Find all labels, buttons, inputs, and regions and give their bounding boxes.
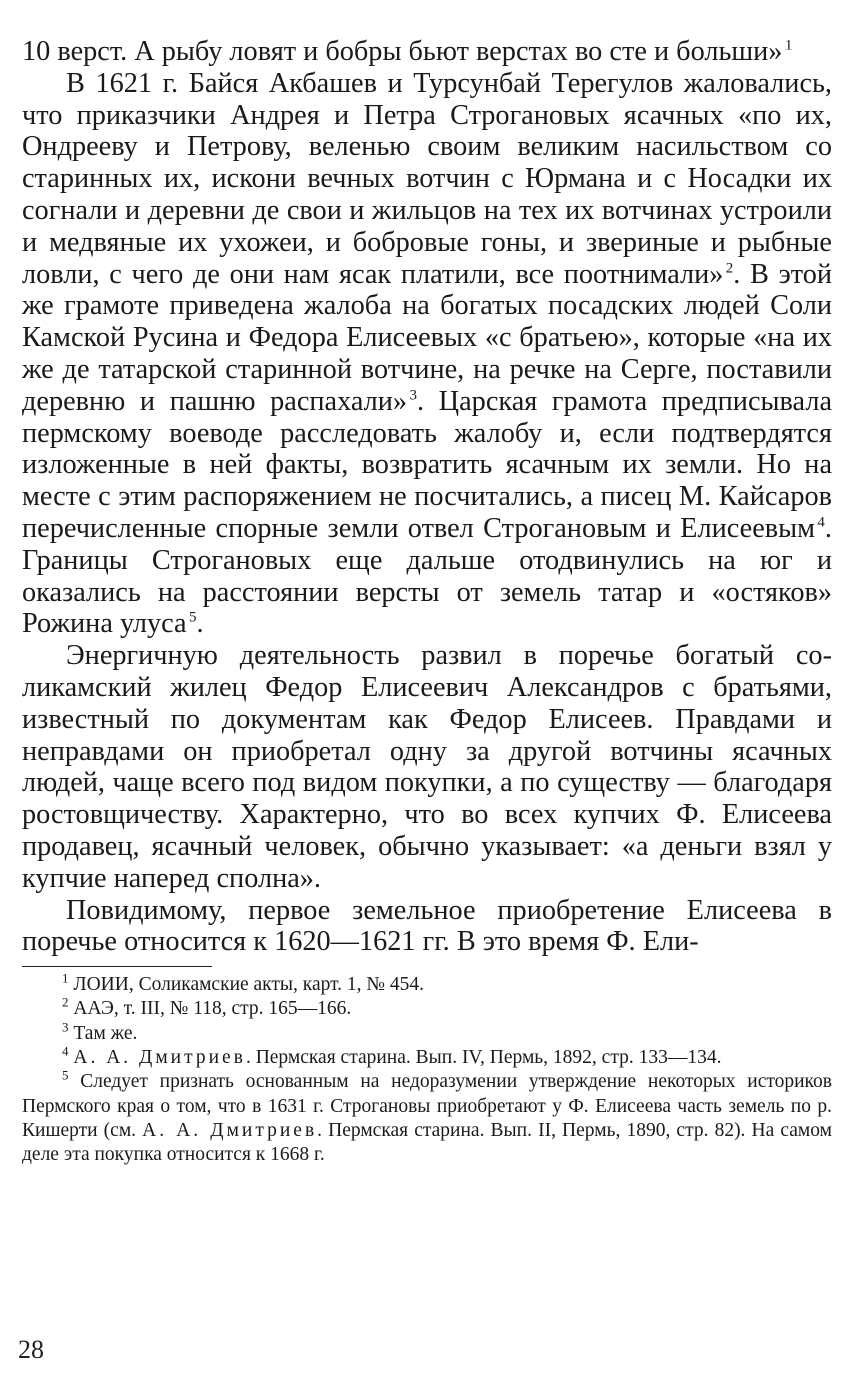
footnote-5 [22,1067,832,1167]
footnote-2-text: ААЭ, т. III, № 118, стр. 165—166. [73,998,352,1020]
footnote-3 [22,1019,832,1046]
footnote-4-number: 4 [62,1043,69,1059]
footnote-divider [22,966,212,967]
footnote-ref-3: 3 [409,387,417,404]
paragraph-2-part-4: . Границы Строгановых еще дальше отодвинулись на юг и оказались на расстоянии версты от земель татар и «остяков» Рожина улуса [22,512,832,640]
footnote-3-text: Там же. [73,1022,138,1044]
footnote-ref-2: 2 [725,260,734,277]
footnote-5-author: А. А. Дмитриев [142,1119,318,1141]
footnote-ref-5: 5 [188,609,197,626]
paragraph-3: Энергичную деятельность развил в поречье богатый соликамский жилец Федор Елисеевич Александров с братьями, известный по документам как Федор Елисеев. Правдами и неправдами он приобретал одну за другой вотчины ясачных людей, чаще всего под видом покупки, а по существу — благодаря ростовщичеству. Характерно, что во всех купчих Ф. Елисеева продавец, ясачный человек, обычно указывает: «а деньги взял у купчие наперед сполна». [22,640,832,894]
paragraph-4: Повидимому, первое земельное приобретение Елисеева в поречье относится к 1620—1621 гг. В это время Ф. Ели- [22,894,832,958]
footnote-2 [22,994,832,1021]
footnote-4-author: А. А. Дмитриев [73,1047,246,1068]
page [22,36,832,1167]
paragraph-2-part-1: В 1621 г. Байся Акбашев и Турсунбай Терегулов жаловались, что приказчики Андрея и Петра Строгановых ясачных «по их, Ондрееву и Петрову, веленью своим великим насильством со старинных их, искони вечных вотчин с Юрмана и с Носадки их согнали и деревни де свои и жильцов на тех их вотчинах устроили и медвяные их ухожеи, и бобровые гоны, и звериные и рыбные ловли, с чего де они нам ясак платили, все поотнимали» [22,67,832,290]
footnote-5-text-2: . Пермская старина. Вып. II, Пермь, 1890, стр. 82). На самом деле эта покупка относится к 1668 г. [22,1119,832,1166]
footnote-5-number: 5 [62,1067,69,1083]
footnote-4-text: . Пермская старина. Вып. IV, Пермь, 1892, стр. 133—134. [245,1047,722,1068]
footnote-1-number: 1 [62,970,69,986]
footnote-2-number: 2 [62,994,69,1010]
footnote-5-text-1: Следует признать основанным на недоразумении утверждение некоторых историков Пермского края о том, что в 1631 г. Строгановы приобретают у Ф. Елисеева часть земель по р. Кишерти (см. [22,1071,832,1141]
footnote-ref-4: 4 [817,514,825,531]
paragraph-2-part-2: . В этой же грамоте приведена жалоба на богатых посадских людей Соли Камской Русина и Федора Елисеевых «с братьею», которые «на их же де татарской старинной вотчине, на речке на Серге, поставили деревню и пашню распахали» [22,258,832,417]
paragraph-1 [22,36,832,68]
footnote-4 [22,1043,832,1070]
footnote-ref-1: 1 [784,37,793,54]
footnote-1 [22,970,832,997]
page-number: 28 [18,1335,44,1364]
paragraph-2-part-5: . [196,608,204,640]
paragraph-2 [22,68,832,640]
footnotes [22,970,832,1167]
footnote-1-text: ЛОИИ, Соликамские акты, карт. 1, № 454. [73,974,425,996]
paragraph-1-text: 10 верст. А рыбу ловят и бобры бьют верстах во сте и больши» [22,36,783,67]
paragraph-2-part-3: . Царская грамота предписывала пермскому воеводе расследовать жалобу и, если подтвердятся изложенные в ней факты, возвратить ясачным их земли. Но на месте с этим распоряжением не посчитались, а писец М. Кайсаров перечисленные спорные земли отвел Строгановым и Елисеевым [22,385,833,544]
main-text [22,36,832,958]
footnote-3-number: 3 [62,1019,69,1035]
